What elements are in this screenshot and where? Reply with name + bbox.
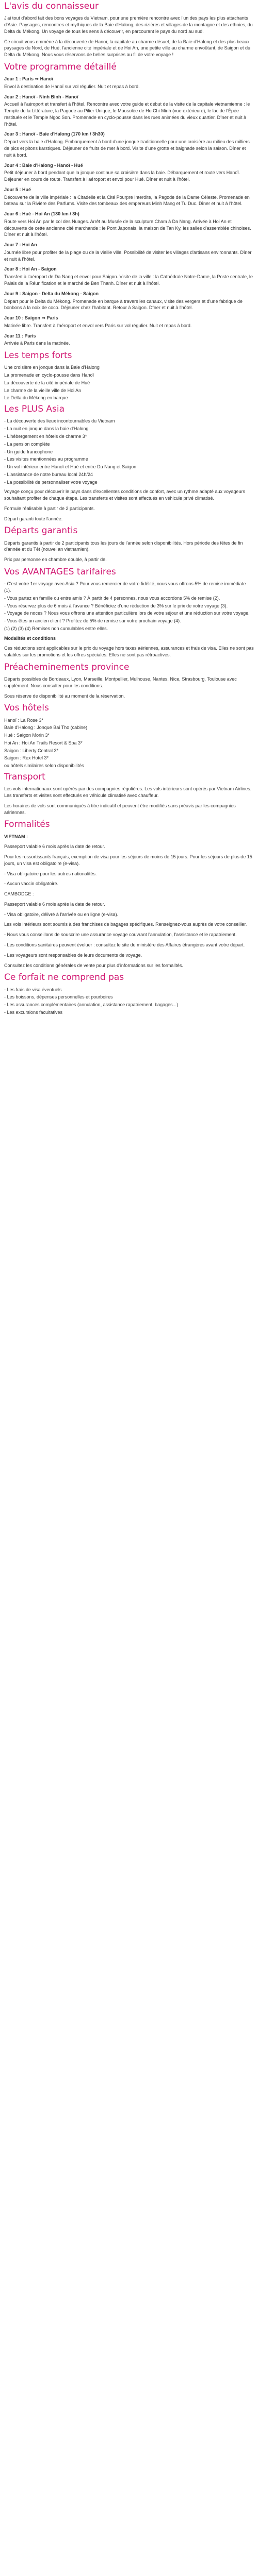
itinerary-day [4,131,254,158]
paragraph: Sous réserve de disponibilité au moment de la réservation. [4,693,125,699]
day-label: Jour 3 : Hanoï - Baie d'Halong (170 km / 3h30) [4,131,105,137]
formality-note: - Les voyageurs sont responsables de leurs documents de voyage. [4,952,142,958]
paragraph: Ce circuit vous emmène à la découverte de Hanoï, la capitale au charme désuet, de la Baie d'Halong et des plus beaux paysages du Nord, de Hué, l'ancienne cité impériale et de Hoi An, une petite ville au charme envoûtant, de Saigon et du Delta du Mékong. Nous vous réservons de belles surprises au fil de votre voyage ! [4,39,251,58]
day-label: Jour 1 : Paris ⇒ Hanoï [4,76,53,82]
highlights-section [4,350,254,401]
transport-section [4,772,254,816]
plus-item: - La découverte des lieux incontournables du Vietnam [4,418,115,424]
not-included-section [4,972,254,1015]
advantage-item: - Vous partez en famille ou entre amis ? À partir de 4 personnes, nous vous accordons 5% de remise (2). [4,595,220,601]
section-title: L'avis du connaisseur [4,1,99,11]
itinerary-day [4,76,254,90]
section-title: Les temps forts [4,350,72,361]
paragraph: Les vols internationaux sont opérés par des compagnies régulières. Les vols intérieurs sont opérés par Vietnam Airlines. Les transferts et visites sont effectués en véhicule climatisé avec chauffeur. [4,786,252,799]
departures-section [4,526,254,563]
day-text: Petit déjeuner à bord pendant que la jonque continue sa croisière dans la baie. Débarquement et route vers Hanoï. Déjeuner en cours de route. Transfert à l'aéroport et envol pour Hué. Dîner et nuit à l'hôtel. [4,170,240,182]
day-label: Jour 9 : Saigon - Delta du Mékong - Saigon [4,291,99,296]
advantages-list [4,581,254,632]
plus-item: - Un vol intérieur entre Hanoï et Hué et entre Da Nang et Saigon [4,464,137,470]
section-title: Vos hôtels [4,703,49,714]
itinerary-days [4,76,254,347]
day-text: Arrivée à Paris dans la matinée. [4,341,70,346]
highlight-item: Le Delta du Mékong en barque [4,395,68,401]
hotels-section [4,703,254,769]
hotel-item: Hanoï : La Rose 3* [4,717,44,723]
formality-line: - Visa obligatoire pour les autres nationalités. [4,871,97,876]
section-title: Votre programme détaillé [4,61,117,72]
formality-line: - Visa obligatoire, délivré à l'arrivée ou en ligne (e-visa). [4,911,119,917]
plus-item: - La pension complète [4,441,50,447]
plus-item: - La nuit en jonque dans la baie d'Halong [4,426,89,432]
formalities-notes [4,921,254,969]
paragraph: Départs possibles de Bordeaux, Lyon, Marseille, Montpellier, Mulhouse, Nantes, Nice, Strasbourg, Toulouse avec supplément. Nous consulter pour les conditions. [4,676,237,688]
day-label: Jour 8 : Hoi An - Saigon [4,266,57,272]
hotels-list [4,717,254,769]
day-label: Jour 5 : Hué [4,187,31,192]
subheading: VIETNAM : [4,834,28,839]
hotel-item: Baie d'Halong : Jonque Bai Tho (cabine) [4,725,88,731]
itinerary-day [4,242,254,262]
advantage-item: - Vous êtes un ancien client ? Profitez de 5% de remise sur votre prochain voyage (4). [4,618,181,624]
highlight-item: Une croisière en jonque dans la Baie d'Halong [4,365,100,370]
day-label: Jour 10 : Saigon ⇒ Paris [4,315,58,321]
section-title: Formalités [4,819,50,830]
itinerary-day [4,211,254,238]
advantage-item: - Vous réservez plus de 6 mois à l'avance ? Bénéficiez d'une réduction de 3% sur le prix de votre voyage (3). [4,603,228,608]
itinerary-day [4,266,254,286]
itinerary-day [4,162,254,183]
section-title: Départs garantis [4,526,78,536]
itinerary-day [4,94,254,128]
itinerary-day [4,315,254,329]
day-text: Transfert à l'aéroport de Da Nang et envol pour Saigon. Visite de la ville : la Cathédrale Notre-Dame, la Poste centrale, le Palais de la Réunification et le marché de Ben Thanh. Dîner et nuit à l'hôtel. [4,274,253,286]
itinerary-section [4,62,254,347]
highlight-item: La promenade en cyclo-pousse dans Hanoï [4,372,94,378]
paragraph: Formule réalisable à partir de 2 participants. [4,505,95,511]
day-label: Jour 6 : Hué - Hoi An (130 km / 3h) [4,211,79,217]
plus-item: - La possibilité de personnaliser votre voyage [4,479,98,485]
day-label: Jour 2 : Hanoï - Ninh Binh - Hanoï [4,94,78,99]
preroute-section [4,662,254,700]
not-included-list [4,987,254,1016]
day-text: Départ pour le Delta du Mékong. Promenade en barque à travers les canaux, visite des vergers et d'une fabrique de bonbons à la noix de coco. Déjeuner chez l'habitant. Retour à Saigon. Dîner et nuit à l'hôtel. [4,298,243,311]
paragraph: J'ai tout d'abord fait des bons voyages du Vietnam, pour une première rencontre avec l'un des pays les plus attachants d'Asie. Paysages, rencontres et mythiques de la Baie d'Halong, des rizières et villages de la montagne et des ethnies, du Delta du Mékong. Un voyage de tous les sens à découvrir, en parcourant le pays du nord au sud. [4,15,253,34]
paragraph: Départ garanti toute l'année. [4,516,63,521]
day-text: Journée libre pour profiter de la plage ou de la vieille ville. Possibilité de visiter les villages d'artisans environnants. Dîner et nuit à l'hôtel. [4,249,252,262]
advantage-item: (1) (2) (3) (4) Remises non cumulables entre elles. [4,625,108,631]
formality-line: Passeport valable 6 mois après la date de retour. [4,844,105,850]
advantages-section [4,567,254,658]
formality-line: - Aucun vaccin obligatoire. [4,881,59,887]
plus-item: - L'hébergement en hôtels de charme 3* [4,433,87,439]
formalities-section [4,819,254,969]
not-included-item: - Les boissons, dépenses personnelles et pourboires [4,994,113,1000]
itinerary-day [4,187,254,207]
paragraph: Voyage conçu pour découvrir le pays dans d'excellentes conditions de confort, avec un rythme adapté aux voyageurs souhaitant profiter de chaque étape. Les transferts et visites sont effectués en véhicule privé climatisé. [4,489,246,501]
paragraph: Les horaires de vols sont communiqués à titre indicatif et peuvent être modifiés sans préavis par les compagnies aériennes. [4,803,236,815]
plus-item: - L'assistance de notre bureau local 24h/24 [4,471,93,477]
paragraph: Prix par personne en chambre double, à partir de. [4,557,107,563]
advantage-item: - C'est votre 1er voyage avec Asia ? Pour vous remercier de votre fidélité, nous vous offrons 5% de remise immédiate (1). [4,581,246,593]
formality-line: Passeport valable 6 mois après la date de retour. [4,901,105,907]
day-label: Jour 7 : Hoi An [4,242,37,248]
section-title: Transport [4,772,45,783]
not-included-item: - Les excursions facultatives [4,1009,63,1015]
hotel-item: Saigon : Liberty Central 3* [4,748,59,753]
hotel-item: Hoi An : Hoi An Trails Resort & Spa 3* [4,740,83,745]
highlight-item: Le charme de la vieille ville de Hoi An [4,387,82,393]
section-title: Les PLUS Asia [4,404,65,415]
paragraph: Départs garantis à partir de 2 participants tous les jours de l'année selon disponibilités. Hors période des fêtes de fin d'année et du Têt (nouvel an vietnamien). [4,540,243,552]
hotel-item: Saigon : Rex Hotel 3* [4,755,49,761]
highlight-item: La découverte de la cité impériale de Hué [4,380,90,385]
itinerary-day [4,291,254,311]
section-title: Vos AVANTAGES tarifaires [4,566,116,577]
day-text: Route vers Hoi An par le col des Nuages. Arrêt au Musée de la sculpture Cham à Da Nang. Arrivée à Hoi An et découverte de cette ancienne cité marchande : le Pont Japonais, la maison de Tan Ky, les salles d'assemblée chinoises. Dîner et nuit à l'hôtel. [4,218,251,238]
formality-line: Pour les ressortissants français, exemption de visa pour les séjours de moins de 15 jours. Pour les séjours de plus de 15 jours, un visa est obligatoire (e-visa). [4,854,252,866]
subheading: Modalités et conditions [4,635,56,641]
formalities-text [4,843,254,918]
day-text: Découverte de la ville impériale : la Citadelle et la Cité Pourpre Interdite, la Pagode de la Dame Céleste. Promenade en bateau sur la Rivière des Parfums. Visite des tombeaux des empereurs Minh Mang et Tu Duc. Dîner et nuit à l'hôtel. [4,194,250,207]
highlights-list [4,364,254,401]
section-title: Ce forfait ne comprend pas [4,972,124,983]
paragraph: Ces réductions sont applicables sur le prix du voyage hors taxes aériennes, assurances et frais de visa. Elles ne sont pas valables sur les promotions et les offres spéciales. Elles ne sont pas rétroactives. [4,646,254,658]
formality-note: Consultez les conditions générales de vente pour plus d'informations sur les formalités. [4,962,183,968]
formality-note: - Nous vous conseillons de souscrire une assurance voyage couvrant l'annulation, l'assistance et le rapatriement. [4,932,237,938]
overview-section [4,1,254,58]
hotel-item: Hué : Saigon Morin 3* [4,733,50,738]
page [0,0,258,1027]
day-text: Envol à destination de Hanoï sur vol régulier. Nuit et repas à bord. [4,83,140,89]
itinerary-day [4,333,254,347]
plus-item: - Les visites mentionnées au programme [4,456,88,462]
advantage-item: - Voyage de noces ? Nous vous offrons une attention particulière lors de votre séjour et une réduction sur votre voyage. [4,611,250,616]
section-title: Préacheminements province [4,662,130,672]
day-text: Départ vers la baie d'Halong. Embarquement à bord d'une jonque traditionnelle pour une croisière au milieu des milliers de pics et pitons karstiques. Déjeuner de fruits de mer à bord. Visite d'une grotte et baignade selon la saison. Dîner et nuit à bord. [4,139,250,158]
formality-note: Les vols intérieurs sont soumis à des franchises de bagages spécifiques. Renseignez-vous auprès de votre conseiller. [4,922,247,927]
day-text: Accueil à l'aéroport et transfert à l'hôtel. Rencontre avec votre guide et début de la visite de la capitale vietnamienne : le Temple de la Littérature, la Pagode au Pilier Unique, le Mausolée de Ho Chi Minh (vue extérieure), le lac de l'Épée restituée et le Temple Ngoc Son. Promenade en cyclo-pousse dans les rues animées du vieux quartier. Dîner et nuit à l'hôtel. [4,101,250,127]
not-included-item: - Les frais de visa éventuels [4,987,62,992]
formality-line: CAMBODGE : [4,891,34,897]
plus-section [4,404,254,522]
not-included-item: - Les assurances complémentaires (annulation, assistance rapatriement, bagages...) [4,1002,179,1008]
hotel-item: ou hôtels similaires selon disponibilités [4,763,84,769]
day-label: Jour 4 : Baie d'Halong - Hanoï - Hué [4,162,83,168]
plus-item: - Un guide francophone [4,449,53,454]
day-label: Jour 11 : Paris [4,333,36,338]
day-text: Matinée libre. Transfert à l'aéroport et envol vers Paris sur vol régulier. Nuit et repas à bord. [4,323,192,328]
formality-note: - Les conditions sanitaires peuvent évoluer : consultez le site du ministère des Affaires étrangères avant votre départ. [4,942,245,947]
plus-list [4,418,254,485]
